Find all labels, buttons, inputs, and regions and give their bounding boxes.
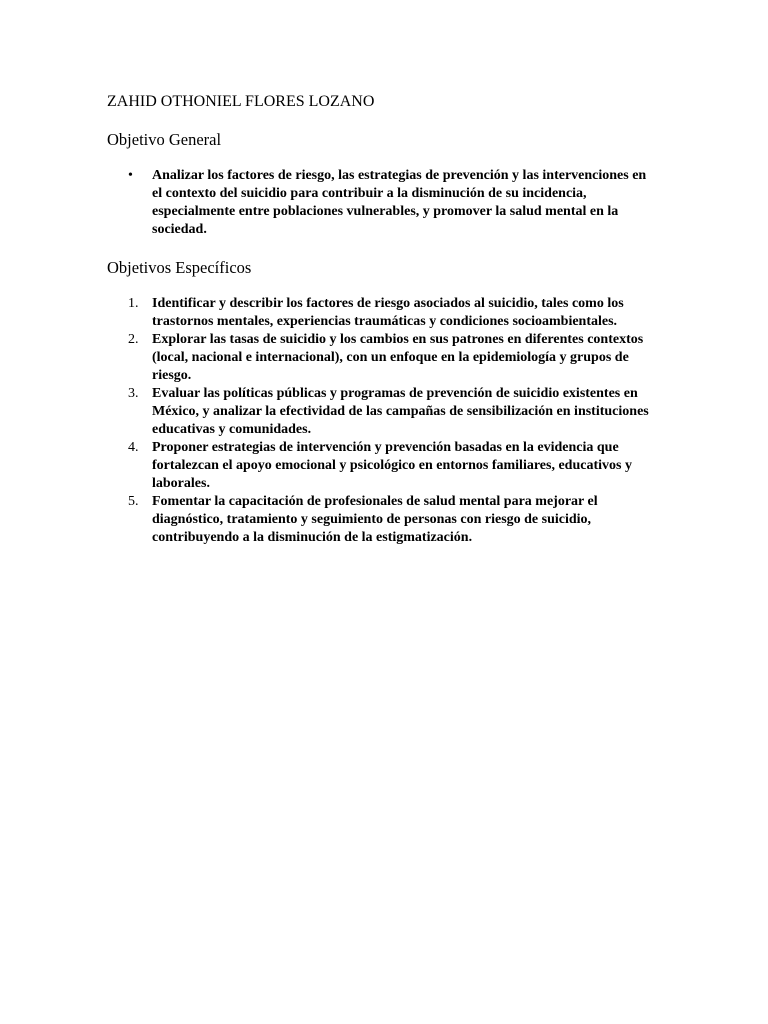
item-number: 3. — [128, 386, 139, 401]
list-item — [128, 167, 658, 239]
item-text: Identificar y describir los factores de riesgo asociados al suicidio, tales como los trastornos mentales, experiencias traumáticas y condiciones socioambientales. — [152, 296, 624, 329]
general-objective-list — [128, 167, 658, 239]
specific-objectives-list — [128, 295, 668, 547]
list-item — [128, 493, 668, 547]
item-number: 4. — [128, 440, 139, 455]
author-name: ZAHID OTHONIEL FLORES LOZANO — [107, 93, 375, 110]
list-item — [128, 439, 668, 493]
item-number: 1. — [128, 296, 139, 311]
item-text: Proponer estrategias de intervención y prevención basadas en la evidencia que fortalezcan el apoyo emocional y psicológico en entornos familiares, educativos y laborales. — [152, 440, 632, 491]
item-number: 2. — [128, 332, 139, 347]
item-text: Explorar las tasas de suicidio y los cambios en sus patrones en diferentes contextos (local, nacional e internacional), con un enfoque en la epidemiología y grupos de riesgo. — [152, 332, 644, 383]
specific-objectives-heading: Objetivos Específicos — [107, 258, 252, 277]
bullet-icon: • — [128, 168, 133, 183]
list-item — [128, 331, 668, 385]
item-text: Evaluar las políticas públicas y programas de prevención de suicidio existentes en México, y analizar la efectividad de las campañas de sensibilización en instituciones educativas y comunidades. — [152, 386, 649, 437]
list-item — [128, 385, 668, 439]
list-item — [128, 295, 668, 331]
general-objective-heading: Objetivo General — [107, 130, 222, 149]
general-objective-text: Analizar los factores de riesgo, las estrategias de prevención y las intervenciones en el contexto del suicidio para contribuir a la disminución de su incidencia, especialmente entre poblaciones vulnerables, y promover la salud mental en la sociedad. — [152, 168, 647, 237]
item-text: Fomentar la capacitación de profesionales de salud mental para mejorar el diagnóstico, tratamiento y seguimiento de personas con riesgo de suicidio, contribuyendo a la disminución de la estigmatización. — [152, 494, 598, 545]
item-number: 5. — [128, 494, 139, 509]
